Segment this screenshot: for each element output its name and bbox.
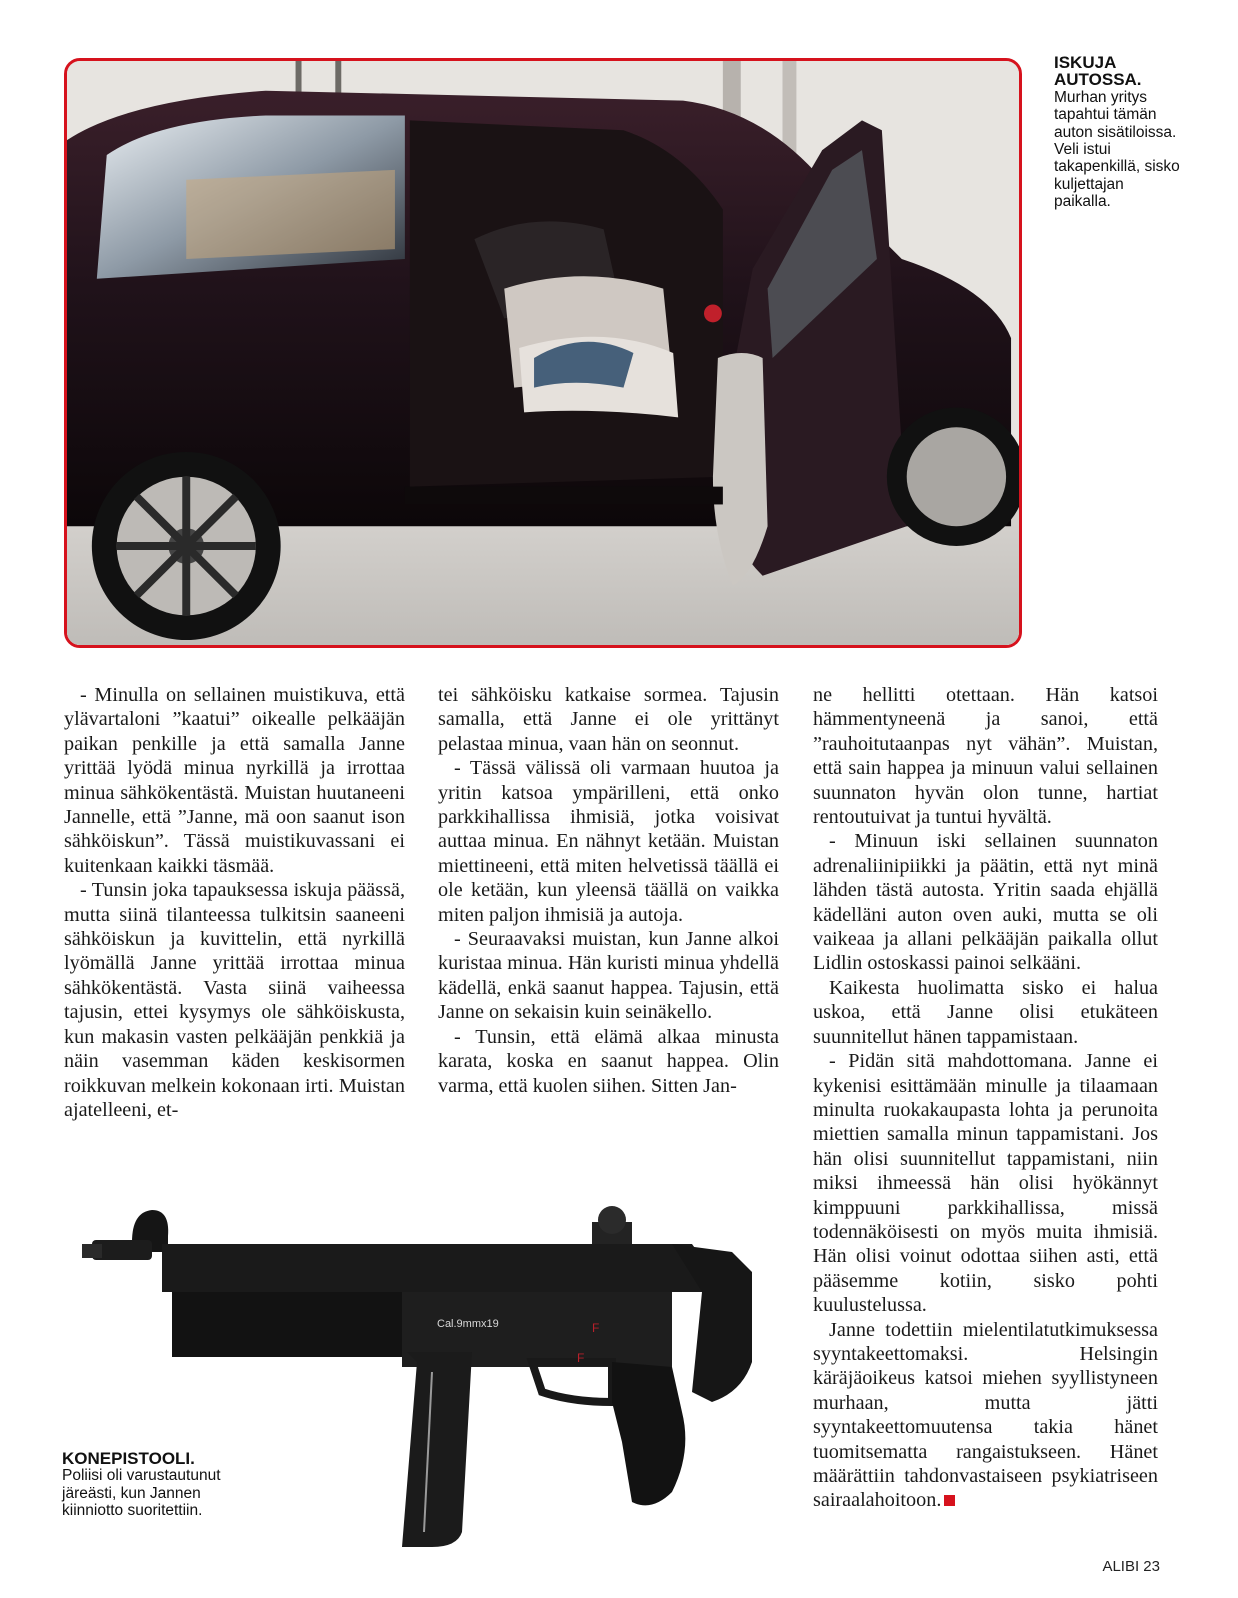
paragraph-final-text: Janne todettiin mielentilatutkimuksessa syyntakeettomaksi. Helsingin käräjäoikeus katsoi miehen syyllistyneen murhaan, mutta jätti syyntakeettomuutensa takia hänet tuomitsematta rangaistukseen. Hänet määrättiin tahdonvastaiseen psykiatriseen sairaalahoitoon. [813, 1318, 1158, 1512]
gun-caption-title: KONEPISTOOLI. [62, 1449, 195, 1468]
car-photo [64, 58, 1022, 648]
paragraph: ne hellitti otettaan. Hän katsoi hämmentyneenä ja sanoi, että ”rauhoitutaanpas nyt vähän”. Muistan, että sain happea ja minuun valui sellainen suunnaton hyvän olon tunne, hartiat rentoutuivat ja tuntui hyvältä. [813, 684, 1158, 829]
paragraph: - Seuraavaksi muistan, kun Janne alkoi kuristaa minua. Hän kuristi minua yhdellä kädellä, enkä saanut happea. Tajusin, että Janne on sekaisin kuin seinäkello. [438, 928, 779, 1024]
paragraph: - Minuun iski sellainen suunnaton adrenaliinipiikki ja päätin, että nyt minä lähden tästä autosta. Yritin saada ehjällä kädelläni auton oven auki, mutta se oli vaikeaa ja allani pelkääjän paikalla ollut Lidlin ostoskassi painoi selkääni. [813, 830, 1158, 975]
gun-marking: Cal.9mmx19 [437, 1318, 499, 1330]
article-column-2 [438, 683, 779, 1098]
article-column-3 [813, 683, 1158, 1513]
paragraph-final [813, 1318, 1158, 1513]
end-mark-icon [944, 1495, 955, 1506]
car-photo-illustration [67, 61, 1019, 645]
gun-caption-text: Poliisi oli varustautunut järeästi, kun Jannen kiinniotto suoritettiin. [62, 1467, 221, 1520]
gun-marking: F [577, 1351, 585, 1365]
car-caption-title: ISKUJA AUTOSSA. [1054, 53, 1142, 90]
paragraph: tei sähköisku katkaise sormea. Tajusin samalla, että Janne ei ole yrittänyt pelastaa minua, vaan hän on seonnut. [438, 684, 779, 755]
paragraph: - Tunsin joka tapauksessa iskuja päässä, mutta siinä tilanteessa tulkitsin saaneeni sähköiskun ja kuvittelin, että nyrkillä lyömällä Janne yrittää irrottaa minua sähkökentästä. Vasta siinä vaiheessa tajusin, ettei kysymys ole sähköiskusta, kun makasin vasten pelkääjän penkkiä ja näin vasemman käden keskisormen roikkuvan melkein kokonaan irti. Muistan ajatelleeni, et- [64, 879, 405, 1121]
paragraph: Kaikesta huolimatta sisko ei halua uskoa, että Janne olisi etukäteen suunnitellut hänen tappamistaan. [813, 976, 1158, 1048]
gun-marking: F [592, 1321, 600, 1335]
paragraph: - Tunsin, että elämä alkaa minusta karata, koska en saanut happea. Olin varma, että kuolen siihen. Sitten Jan- [438, 1025, 779, 1097]
paragraph: - Pidän sitä mahdottomana. Janne ei kykenisi esittämään minulle ja tilaamaan minulta ruokakaupasta lohta ja perunoita miettien samalla minun tappamistani. Jos hän olisi suunnitellut tappamistani, niin miksi ihmeessä hän olisi hyökännyt kimppuuni parkkihallissa, missä todennäköisesti on myös muita ihmisiä. Hän olisi voinut odottaa siihen asti, että pääsemme kotiin, sisko pohti kuulustelussa. [813, 1050, 1158, 1317]
gun-caption [62, 1450, 262, 1520]
paragraph: - Tässä välissä oli varmaan huutoa ja yritin katsoa ympärilleni, että onko parkkihallissa ihmisiä, jotka voisivat auttaa minua. En nähnyt ketään. Muistan miettineeni, että miten helvetissä täällä ei ole ketään, kun yleensä täällä on vaikka miten paljon ihmisiä ja autoja. [438, 757, 779, 926]
article-column-1 [64, 683, 405, 1122]
car-caption-text: Murhan yritys tapahtui tämän auton sisätiloissa. Veli istui takapenkillä, sisko kuljettajan paikalla. [1054, 88, 1180, 211]
page-folio: ALIBI 23 [1102, 1558, 1160, 1575]
car-caption [1054, 54, 1184, 211]
paragraph: - Minulla on sellainen muistikuva, että ylävartaloni ”kaatui” oikealle pelkääjän paikan penkille ja että samalla Janne yrittää lyödä minua nyrkillä ja irrottaa minua sähkökentästä. Muistan huutaneeni Jannelle, että ”Janne, mä oon saanut ison sähköiskun”. Tässä muistikuvassani ei kuitenkaan kaikki täsmää. [64, 684, 405, 877]
